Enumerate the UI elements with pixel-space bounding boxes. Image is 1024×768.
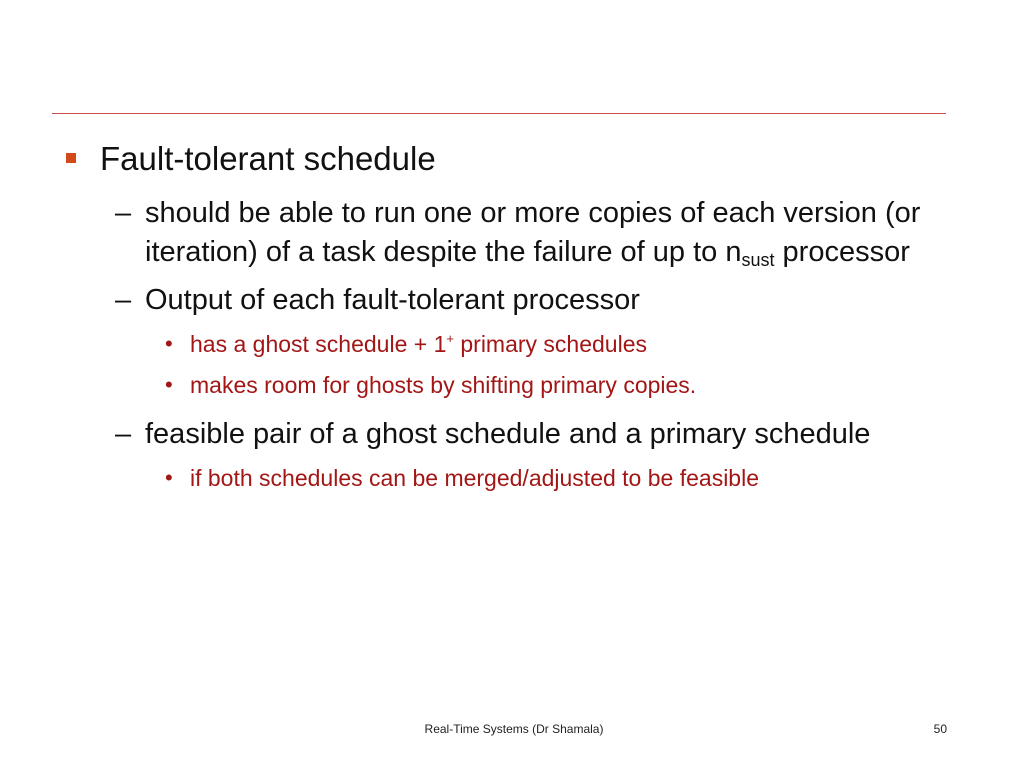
bullet-text-part: has a ghost schedule + 1 (190, 331, 447, 357)
dot-bullet-icon: • (165, 465, 173, 490)
bullet-level3-text (190, 326, 647, 362)
bullet-level2-text (145, 194, 955, 272)
bullet-level2 (115, 194, 956, 272)
bullet-level3 (165, 460, 956, 496)
bullet-list (66, 138, 956, 496)
bullet-level1 (66, 138, 956, 180)
bullet-level3 (165, 367, 956, 403)
bullet-level1-text: Fault-tolerant schedule (100, 140, 436, 177)
dash-bullet-icon: – (115, 284, 132, 316)
bullet-level3-text: makes room for ghosts by shifting primary copies. (190, 372, 697, 398)
superscript-text: + (446, 331, 454, 346)
subscript-text: sust (741, 250, 775, 270)
bullet-level2 (115, 415, 956, 454)
page-number: 50 (933, 722, 947, 736)
bullet-level2-text: Output of each fault-tolerant processor (145, 284, 640, 316)
square-bullet-icon (66, 153, 76, 163)
bullet-level3-text: if both schedules can be merged/adjusted to be feasible (190, 465, 759, 491)
bullet-level2 (115, 281, 956, 320)
bullet-text-part: should be able to run one or more copies of each version (or iteration) of a task despite the failure of up to n (145, 197, 921, 268)
dash-bullet-icon: – (115, 418, 132, 450)
bullet-level2-text: feasible pair of a ghost schedule and a primary schedule (145, 418, 871, 450)
bullet-text-part: processor (774, 236, 910, 268)
title-divider-line (52, 113, 946, 114)
dash-bullet-icon: – (115, 197, 132, 229)
dot-bullet-icon: • (165, 331, 173, 356)
bullet-text-part: primary schedules (453, 331, 648, 357)
footer-title: Real-Time Systems (Dr Shamala) (424, 722, 604, 736)
dot-bullet-icon: • (165, 372, 173, 397)
bullet-level3 (165, 326, 956, 362)
